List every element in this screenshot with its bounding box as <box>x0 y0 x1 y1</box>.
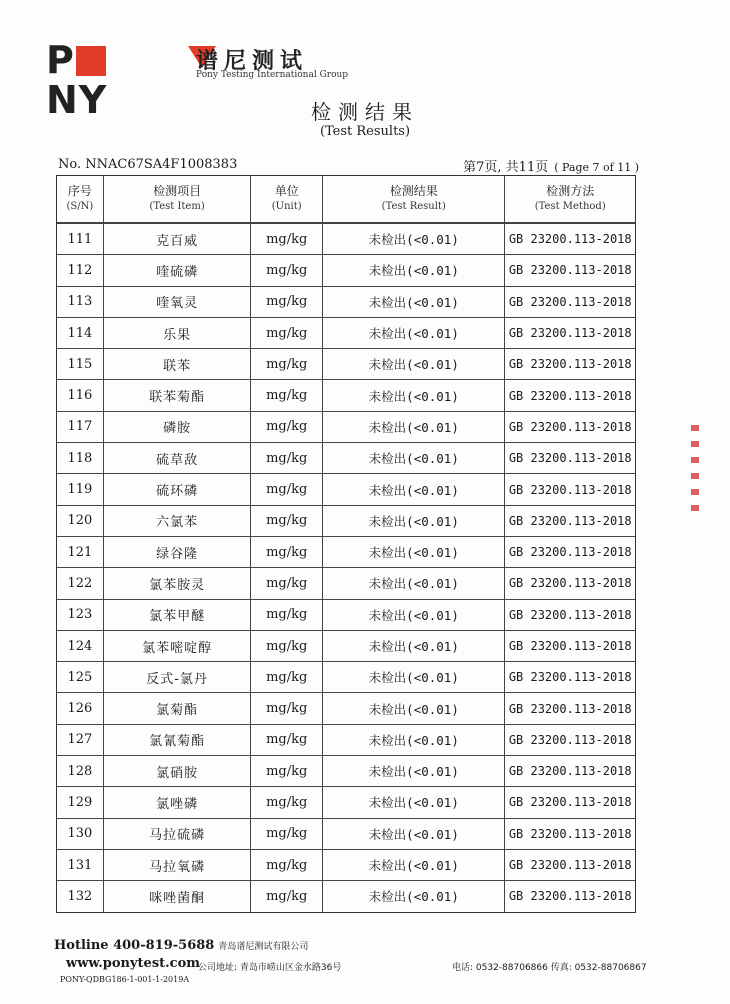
cell-test-result: 未检出(<0.01) <box>322 787 504 817</box>
cell-unit: mg/kg <box>250 349 322 379</box>
cell-test-item: 硫环磷 <box>103 474 250 504</box>
table-header-row <box>57 176 635 223</box>
cell-test-method: GB 23200.113-2018 <box>504 380 635 410</box>
cell-test-result: 未检出(<0.01) <box>322 287 504 317</box>
table-row <box>57 442 635 473</box>
report-number: No. NNAC67SA4F1008383 <box>58 157 238 172</box>
cell-test-method: GB 23200.113-2018 <box>504 537 635 567</box>
table-row <box>57 473 635 504</box>
cell-test-item: 六氯苯 <box>103 506 250 536</box>
cell-sn: 117 <box>67 419 93 435</box>
cell-test-method: GB 23200.113-2018 <box>504 506 635 536</box>
website-link[interactable]: www.ponytest.com <box>66 956 201 971</box>
footer-phone: 电话: 0532-88706866 传真: 0532-88706867 <box>452 963 647 973</box>
cell-test-method: GB 23200.113-2018 <box>504 443 635 473</box>
cell-sn: 123 <box>67 607 93 623</box>
cell-test-item: 马拉硫磷 <box>103 819 250 849</box>
cell-test-method: GB 23200.113-2018 <box>504 474 635 504</box>
logo-red-square <box>76 46 106 76</box>
cell-sn: 128 <box>67 763 93 779</box>
cell-test-result: 未检出(<0.01) <box>322 568 504 598</box>
seal-stamp-fragment <box>688 415 702 555</box>
cell-test-item: 反式-氯丹 <box>103 662 250 692</box>
page-title: 检测结果 <box>311 100 419 124</box>
cell-sn: 129 <box>67 794 93 810</box>
cell-test-item: 马拉氧磷 <box>103 850 250 880</box>
cell-test-item: 联苯菊酯 <box>103 380 250 410</box>
cell-test-result: 未检出(<0.01) <box>322 631 504 661</box>
cell-test-method: GB 23200.113-2018 <box>504 568 635 598</box>
hotline <box>54 938 308 953</box>
page-indicator-en: ( Page 7 of 11 ) <box>554 161 639 174</box>
cell-test-item: 磷胺 <box>103 412 250 442</box>
cell-test-item: 咪唑菌酮 <box>103 881 250 911</box>
table-row <box>57 661 635 692</box>
cell-unit: mg/kg <box>250 443 322 473</box>
cell-test-result: 未检出(<0.01) <box>322 318 504 348</box>
cell-test-method: GB 23200.113-2018 <box>504 787 635 817</box>
cell-unit: mg/kg <box>250 600 322 630</box>
cell-test-method: GB 23200.113-2018 <box>504 850 635 880</box>
cell-test-method: GB 23200.113-2018 <box>504 412 635 442</box>
cell-test-result: 未检出(<0.01) <box>322 850 504 880</box>
cell-test-result: 未检出(<0.01) <box>322 380 504 410</box>
cell-unit: mg/kg <box>250 506 322 536</box>
cell-test-method: GB 23200.113-2018 <box>504 318 635 348</box>
cell-unit: mg/kg <box>250 756 322 786</box>
page-indicator-cn: 第7页, 共11页 <box>463 160 549 175</box>
header-test-method: 检测方法 (Test Method) <box>504 176 635 222</box>
cell-unit: mg/kg <box>250 380 322 410</box>
table-body <box>57 223 635 912</box>
cell-sn: 126 <box>67 701 93 717</box>
cell-test-item: 氯苯胺灵 <box>103 568 250 598</box>
cell-test-method: GB 23200.113-2018 <box>504 693 635 723</box>
cell-sn: 116 <box>67 388 93 404</box>
cell-test-result: 未检出(<0.01) <box>322 693 504 723</box>
cell-test-item: 氯菊酯 <box>103 693 250 723</box>
cell-unit: mg/kg <box>250 224 322 254</box>
cell-test-result: 未检出(<0.01) <box>322 725 504 755</box>
table-row <box>57 223 635 254</box>
footer-address: 公司地址: 青岛市崂山区金水路36号 <box>198 963 342 973</box>
table-row <box>57 567 635 598</box>
table-row <box>57 755 635 786</box>
cell-test-result: 未检出(<0.01) <box>322 537 504 567</box>
table-row <box>57 630 635 661</box>
cell-test-item: 氯苯甲醚 <box>103 600 250 630</box>
cell-test-item: 喹氧灵 <box>103 287 250 317</box>
cell-test-item: 硫草敌 <box>103 443 250 473</box>
cell-unit: mg/kg <box>250 787 322 817</box>
cell-sn: 121 <box>67 544 93 560</box>
table-row <box>57 317 635 348</box>
cell-test-result: 未检出(<0.01) <box>322 600 504 630</box>
page-indicator <box>463 156 639 175</box>
cell-sn: 119 <box>67 482 93 498</box>
cell-test-method: GB 23200.113-2018 <box>504 224 635 254</box>
cell-test-result: 未检出(<0.01) <box>322 412 504 442</box>
cell-test-method: GB 23200.113-2018 <box>504 255 635 285</box>
header-unit: 单位 (Unit) <box>250 176 322 222</box>
cell-unit: mg/kg <box>250 850 322 880</box>
table-row <box>57 849 635 880</box>
cell-test-item: 氯硝胺 <box>103 756 250 786</box>
cell-test-result: 未检出(<0.01) <box>322 255 504 285</box>
cell-sn: 114 <box>67 325 93 341</box>
table-row <box>57 536 635 567</box>
cell-test-result: 未检出(<0.01) <box>322 662 504 692</box>
cell-test-item: 氯苯嘧啶醇 <box>103 631 250 661</box>
cell-test-method: GB 23200.113-2018 <box>504 631 635 661</box>
cell-unit: mg/kg <box>250 318 322 348</box>
cell-sn: 130 <box>67 826 93 842</box>
footer-company: 青岛谱尼测试有限公司 <box>218 942 309 952</box>
table-row <box>57 818 635 849</box>
cell-sn: 124 <box>67 638 93 654</box>
cell-test-method: GB 23200.113-2018 <box>504 349 635 379</box>
header-test-result: 检测结果 (Test Result) <box>322 176 504 222</box>
cell-unit: mg/kg <box>250 568 322 598</box>
cell-test-item: 乐果 <box>103 318 250 348</box>
cell-test-method: GB 23200.113-2018 <box>504 287 635 317</box>
cell-sn: 132 <box>67 888 93 904</box>
cell-test-item: 氯氰菊酯 <box>103 725 250 755</box>
table-row <box>57 254 635 285</box>
cell-unit: mg/kg <box>250 255 322 285</box>
cell-test-item: 联苯 <box>103 349 250 379</box>
cell-sn: 122 <box>67 575 93 591</box>
cell-test-item: 克百威 <box>103 224 250 254</box>
cell-sn: 113 <box>67 294 93 310</box>
cell-sn: 118 <box>67 450 93 466</box>
cell-test-method: GB 23200.113-2018 <box>504 725 635 755</box>
company-name-en: Pony Testing International Group <box>196 70 349 80</box>
hotline-number: Hotline 400-819-5688 <box>54 938 215 953</box>
cell-sn: 127 <box>67 732 93 748</box>
table-row <box>57 786 635 817</box>
cell-unit: mg/kg <box>250 474 322 504</box>
cell-test-result: 未检出(<0.01) <box>322 349 504 379</box>
cell-unit: mg/kg <box>250 693 322 723</box>
cell-test-result: 未检出(<0.01) <box>322 819 504 849</box>
table-row <box>57 286 635 317</box>
cell-test-item: 喹硫磷 <box>103 255 250 285</box>
cell-test-method: GB 23200.113-2018 <box>504 662 635 692</box>
table-row <box>57 692 635 723</box>
table-row <box>57 505 635 536</box>
cell-sn: 115 <box>67 356 93 372</box>
cell-unit: mg/kg <box>250 881 322 911</box>
cell-sn: 111 <box>67 231 93 247</box>
table-row <box>57 599 635 630</box>
company-name-cn: 谱尼测试 <box>196 49 309 74</box>
cell-test-result: 未检出(<0.01) <box>322 474 504 504</box>
cell-unit: mg/kg <box>250 537 322 567</box>
cell-test-result: 未检出(<0.01) <box>322 506 504 536</box>
cell-unit: mg/kg <box>250 631 322 661</box>
header-sn: 序号 (S/N) <box>66 184 94 212</box>
table-row <box>57 880 635 911</box>
cell-sn: 112 <box>67 262 93 278</box>
cell-test-result: 未检出(<0.01) <box>322 881 504 911</box>
cell-test-result: 未检出(<0.01) <box>322 443 504 473</box>
table-row <box>57 411 635 442</box>
cell-test-method: GB 23200.113-2018 <box>504 819 635 849</box>
page-subtitle: (Test Results) <box>319 124 411 139</box>
cell-test-method: GB 23200.113-2018 <box>504 756 635 786</box>
cell-unit: mg/kg <box>250 412 322 442</box>
cell-test-method: GB 23200.113-2018 <box>504 881 635 911</box>
results-table <box>56 175 636 913</box>
cell-sn: 120 <box>67 513 93 529</box>
table-row <box>57 348 635 379</box>
cell-test-item: 绿谷隆 <box>103 537 250 567</box>
cell-unit: mg/kg <box>250 819 322 849</box>
form-number: PONY-QDBG186-1-001-1-2019A <box>60 975 190 984</box>
logo-wordmark: PNY <box>46 38 108 122</box>
cell-unit: mg/kg <box>250 287 322 317</box>
cell-test-result: 未检出(<0.01) <box>322 224 504 254</box>
cell-test-item: 氯唑磷 <box>103 787 250 817</box>
header-test-item: 检测项目 (Test Item) <box>103 176 250 222</box>
cell-sn: 131 <box>67 857 93 873</box>
cell-test-result: 未检出(<0.01) <box>322 756 504 786</box>
cell-test-method: GB 23200.113-2018 <box>504 600 635 630</box>
cell-sn: 125 <box>67 669 93 685</box>
cell-unit: mg/kg <box>250 725 322 755</box>
table-row <box>57 724 635 755</box>
table-row <box>57 379 635 410</box>
cell-unit: mg/kg <box>250 662 322 692</box>
